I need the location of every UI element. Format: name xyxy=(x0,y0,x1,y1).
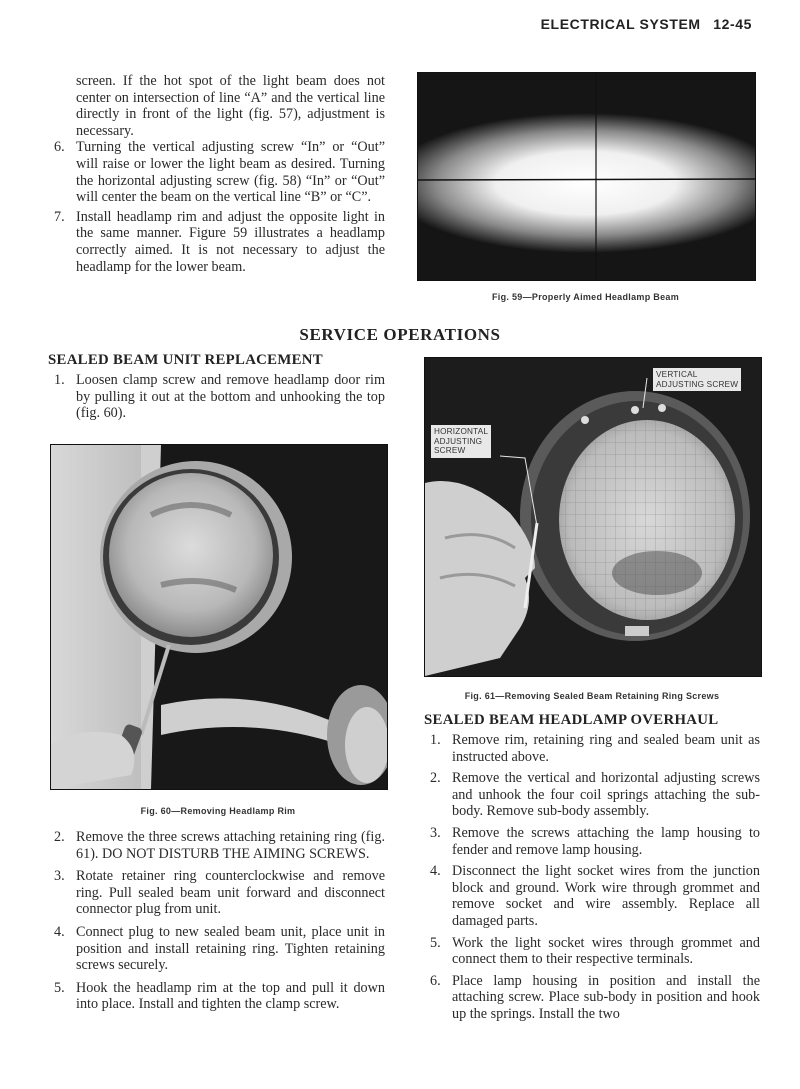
aiming-step-6 xyxy=(48,139,385,205)
step-number: 2. xyxy=(54,829,65,845)
callout-line: HORIZONTAL xyxy=(434,427,489,436)
step-number: 6. xyxy=(430,972,441,989)
step-number: 7. xyxy=(54,208,65,225)
overhaul-step-1 xyxy=(424,732,760,765)
step-text: Remove the vertical and horizontal adjusting screws and unhook the four coil springs attaching the sub-body. Remove sub-body assembly. xyxy=(452,770,760,820)
step-text: Hook the headlamp rim at the top and pull it down into place. Install and tighten the clamp screw. xyxy=(76,979,385,1013)
callout-line: ADJUSTING xyxy=(434,436,483,446)
replacement-step-1 xyxy=(48,372,385,422)
overhaul-step-5 xyxy=(424,935,760,968)
step-text: Disconnect the light socket wires from the junction block and ground. Work wire through grommet and remove socket and wire assembly. Replace all damaged parts. xyxy=(452,863,760,929)
step-number: 1. xyxy=(54,372,65,388)
vertical-adjusting-screw-callout xyxy=(653,368,741,391)
step-text: Place lamp housing in position and install the attaching screw. Place sub-body in position and hook up the springs. Install the two xyxy=(452,972,760,1022)
fig59-caption: Fig. 59—Properly Aimed Headlamp Beam xyxy=(491,292,680,302)
fig59-beam-photo xyxy=(417,72,756,281)
sealed-beam-image xyxy=(425,358,761,676)
step-number: 3. xyxy=(430,824,441,841)
step-number: 6. xyxy=(54,139,65,156)
subsection-heading: SEALED BEAM HEADLAMP OVERHAUL xyxy=(424,712,719,728)
replacement-step-2 xyxy=(48,829,385,862)
step-text: Remove the screws attaching the lamp housing to fender and remove lamp housing. xyxy=(452,824,760,858)
sealed-beam-replacement-intro xyxy=(48,352,385,425)
continuation-paragraph: screen. If the hot spot of the light beam does not center on intersection of line “A” and the vertical line directly in front of the light (fig. 57), adjustment is necessary. xyxy=(76,73,385,139)
aiming-step-7 xyxy=(48,209,385,275)
step-number: 3. xyxy=(54,868,65,885)
step-text: Install headlamp rim and adjust the opposite light in the same manner. Figure 59 illustrates a headlamp correctly aimed. It is not necessary to adjust the headlamp for the lower beam. xyxy=(76,208,385,275)
headlamp-beam-image xyxy=(418,73,755,280)
callout-line: SCREW xyxy=(434,446,466,455)
horizontal-adjusting-screw-callout xyxy=(431,425,491,458)
subsection-heading: SEALED BEAM UNIT REPLACEMENT xyxy=(48,352,323,368)
replacement-step-4 xyxy=(48,924,385,974)
overhaul-step-3 xyxy=(424,825,760,858)
fig61-retaining-ring-photo xyxy=(424,357,762,677)
section-name: ELECTRICAL SYSTEM xyxy=(540,16,701,32)
replacement-step-5 xyxy=(48,980,385,1013)
step-text: Turning the vertical adjusting screw “In” or “Out” will raise or lower the light beam as desired. Turning the horizontal adjusting screw (fig. 58) “In” or “Out” will center the beam on the vertical line “B” or “C”. xyxy=(76,139,385,206)
headlamp-overhaul-section xyxy=(424,712,760,1026)
overhaul-step-2 xyxy=(424,770,760,820)
overhaul-step-4 xyxy=(424,863,760,929)
fig61-caption: Fig. 61—Removing Sealed Beam Retaining Ring Screws xyxy=(464,691,720,701)
step-number: 5. xyxy=(54,979,65,996)
step-text: Rotate retainer ring counterclockwise and remove ring. Pull sealed beam unit forward and disconnect connector plug from unit. xyxy=(76,868,385,918)
step-number: 5. xyxy=(430,934,441,951)
step-text: Remove the three screws attaching retaining ring (fig. 61). DO NOT DISTURB THE AIMING SCREWS. xyxy=(76,829,385,862)
headlamp-rim-image xyxy=(51,445,387,789)
callout-line: VERTICAL xyxy=(656,370,698,379)
step-text: Remove rim, retaining ring and sealed beam unit as instructed above. xyxy=(452,732,760,765)
left-column-top xyxy=(48,73,385,278)
fig60-rim-photo xyxy=(50,444,388,790)
running-head xyxy=(541,16,752,32)
step-number: 4. xyxy=(54,923,65,940)
overhaul-step-6 xyxy=(424,973,760,1023)
step-number: 2. xyxy=(430,770,441,787)
step-text: Work the light socket wires through grommet and connect them to their respective terminals. xyxy=(452,934,760,968)
sealed-beam-replacement-steps xyxy=(48,829,385,1016)
fig60-caption: Fig. 60—Removing Headlamp Rim xyxy=(140,806,296,816)
step-number: 1. xyxy=(430,732,441,748)
replacement-step-3 xyxy=(48,868,385,918)
step-number: 4. xyxy=(430,863,441,880)
callout-line: ADJUSTING SCREW xyxy=(656,379,739,389)
page-number: 12-45 xyxy=(713,16,752,32)
step-text: Connect plug to new sealed beam unit, place unit in position and install retaining ring. Tighten retaining screws securely. xyxy=(76,923,385,974)
step-text: Loosen clamp screw and remove headlamp door rim by pulling it out at the bottom and unhooking the top (fig. 60). xyxy=(76,372,385,422)
section-title: SERVICE OPERATIONS xyxy=(299,325,501,344)
